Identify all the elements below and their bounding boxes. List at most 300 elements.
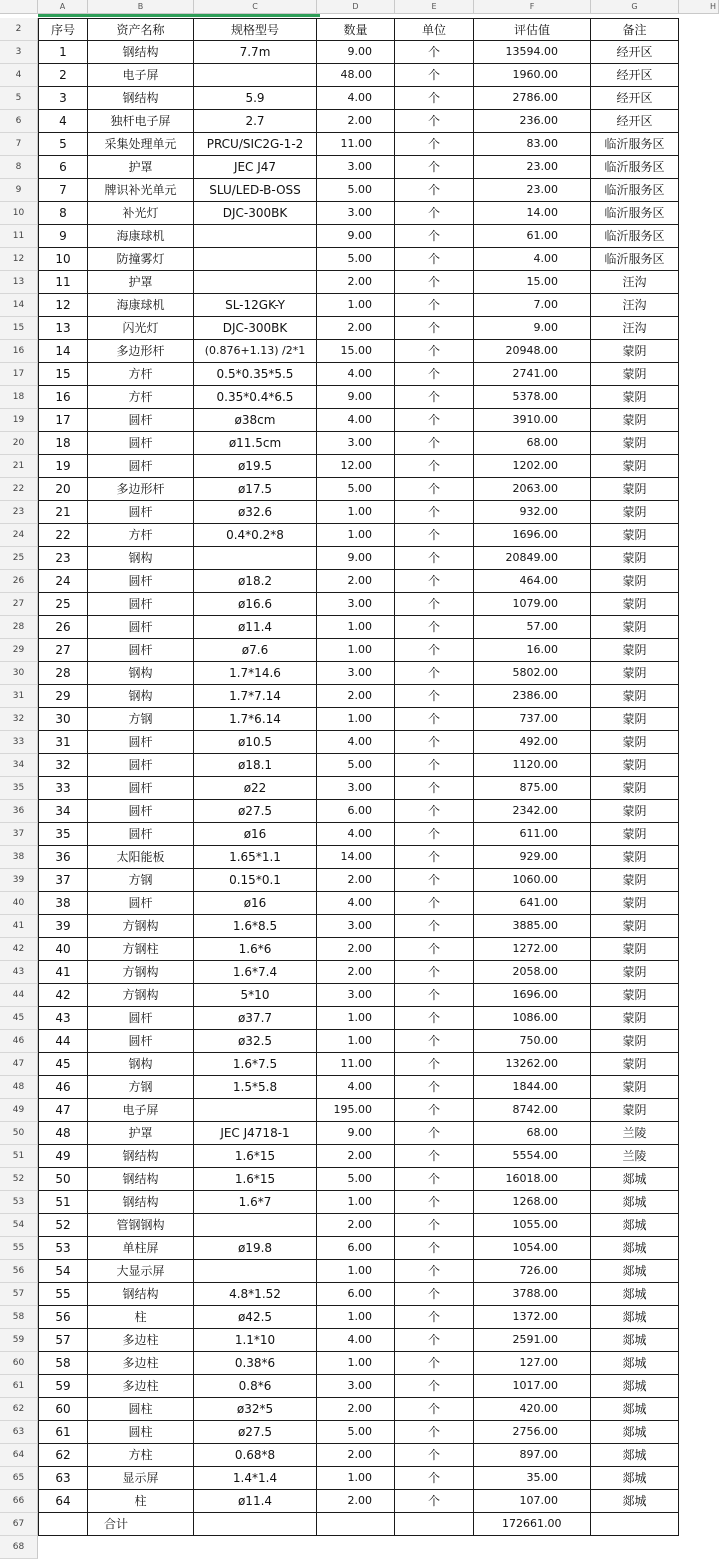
cell-spec[interactable]: ø19.5: [194, 455, 317, 478]
cell-index[interactable]: 63: [38, 1467, 88, 1490]
cell-value[interactable]: 1060.00: [474, 869, 591, 892]
cell-asset-name[interactable]: 圆杆: [88, 409, 194, 432]
cell-quantity[interactable]: 2.00: [317, 1145, 395, 1168]
cell-spec[interactable]: ø16: [194, 892, 317, 915]
cell-value[interactable]: 2756.00: [474, 1421, 591, 1444]
cell-spec[interactable]: 1.6*7.5: [194, 1053, 317, 1076]
cell-value[interactable]: 1696.00: [474, 984, 591, 1007]
cell-unit[interactable]: 个: [395, 271, 474, 294]
cell-remark[interactable]: 蒙阴: [591, 1030, 679, 1053]
row-number[interactable]: 34: [0, 754, 38, 777]
cell-value[interactable]: 13594.00: [474, 41, 591, 64]
row-number[interactable]: 56: [0, 1260, 38, 1283]
cell-asset-name[interactable]: 多边柱: [88, 1329, 194, 1352]
cell-unit[interactable]: 个: [395, 1352, 474, 1375]
cell-index[interactable]: 13: [38, 317, 88, 340]
cell-quantity[interactable]: 1.00: [317, 1191, 395, 1214]
cell-unit[interactable]: 个: [395, 501, 474, 524]
cell-remark[interactable]: 郯城: [591, 1283, 679, 1306]
cell-value[interactable]: 107.00: [474, 1490, 591, 1513]
row-number[interactable]: 68: [0, 1536, 38, 1559]
row-number[interactable]: 40: [0, 892, 38, 915]
cell-index[interactable]: 45: [38, 1053, 88, 1076]
cell-unit[interactable]: 个: [395, 1214, 474, 1237]
cell-spec[interactable]: 1.6*15: [194, 1145, 317, 1168]
cell-spec[interactable]: 4.8*1.52: [194, 1283, 317, 1306]
cell-unit[interactable]: 个: [395, 110, 474, 133]
cell-index[interactable]: 10: [38, 248, 88, 271]
cell-asset-name[interactable]: 钢结构: [88, 41, 194, 64]
cell-asset-name[interactable]: 钢构: [88, 1053, 194, 1076]
cell-quantity[interactable]: 6.00: [317, 1283, 395, 1306]
cell-index[interactable]: 38: [38, 892, 88, 915]
cell-spec[interactable]: ø16: [194, 823, 317, 846]
cell-quantity[interactable]: 1.00: [317, 1007, 395, 1030]
cell-quantity[interactable]: 4.00: [317, 1329, 395, 1352]
cell-quantity[interactable]: 2.00: [317, 570, 395, 593]
cell-index[interactable]: 20: [38, 478, 88, 501]
row-number[interactable]: 61: [0, 1375, 38, 1398]
cell-asset-name[interactable]: 圆柱: [88, 1398, 194, 1421]
cell-asset-name[interactable]: 方杆: [88, 386, 194, 409]
cell-quantity[interactable]: 4.00: [317, 823, 395, 846]
cell-remark[interactable]: 临沂服务区: [591, 179, 679, 202]
cell-unit[interactable]: 个: [395, 800, 474, 823]
cell-quantity[interactable]: 5.00: [317, 1168, 395, 1191]
cell-value[interactable]: 726.00: [474, 1260, 591, 1283]
cell-remark[interactable]: 郯城: [591, 1375, 679, 1398]
cell-quantity[interactable]: 5.00: [317, 179, 395, 202]
cell-spec[interactable]: ø18.1: [194, 754, 317, 777]
row-number[interactable]: 43: [0, 961, 38, 984]
cell-index[interactable]: 16: [38, 386, 88, 409]
cell-remark[interactable]: 汪沟: [591, 294, 679, 317]
cell-spec[interactable]: 0.8*6: [194, 1375, 317, 1398]
row-number[interactable]: 15: [0, 317, 38, 340]
cell-quantity[interactable]: 3.00: [317, 156, 395, 179]
row-number[interactable]: 11: [0, 225, 38, 248]
cell-spec[interactable]: [194, 1260, 317, 1283]
row-number[interactable]: 28: [0, 616, 38, 639]
cell-quantity[interactable]: 4.00: [317, 409, 395, 432]
cell-asset-name[interactable]: 圆杆: [88, 1030, 194, 1053]
cell-unit[interactable]: 个: [395, 547, 474, 570]
cell-asset-name[interactable]: 电子屏: [88, 1099, 194, 1122]
row-number[interactable]: 33: [0, 731, 38, 754]
header-cell-index[interactable]: 序号: [38, 18, 88, 41]
cell-quantity[interactable]: 2.00: [317, 961, 395, 984]
cell-asset-name[interactable]: 圆杆: [88, 639, 194, 662]
cell-quantity[interactable]: 5.00: [317, 754, 395, 777]
cell-asset-name[interactable]: 圆杆: [88, 1007, 194, 1030]
cell-value[interactable]: 23.00: [474, 179, 591, 202]
cell-index[interactable]: 3: [38, 87, 88, 110]
cell-value[interactable]: 1372.00: [474, 1306, 591, 1329]
row-number[interactable]: 64: [0, 1444, 38, 1467]
cell-spec[interactable]: 1.5*5.8: [194, 1076, 317, 1099]
cell-asset-name[interactable]: 方钢: [88, 1076, 194, 1099]
total-label[interactable]: 合计: [88, 1513, 194, 1536]
cell-asset-name[interactable]: 多边柱: [88, 1375, 194, 1398]
row-number[interactable]: 54: [0, 1214, 38, 1237]
cell-index[interactable]: 64: [38, 1490, 88, 1513]
cell-remark[interactable]: [591, 1513, 679, 1536]
row-number[interactable]: 58: [0, 1306, 38, 1329]
cell-quantity[interactable]: 2.00: [317, 1398, 395, 1421]
cell-quantity[interactable]: 3.00: [317, 915, 395, 938]
cell-index[interactable]: 15: [38, 363, 88, 386]
cell-value[interactable]: 1202.00: [474, 455, 591, 478]
cell-spec[interactable]: [194, 1214, 317, 1237]
cell-spec[interactable]: 1.6*7.4: [194, 961, 317, 984]
cell-index[interactable]: 7: [38, 179, 88, 202]
row-number[interactable]: 14: [0, 294, 38, 317]
column-header-d[interactable]: D: [317, 0, 395, 14]
cell-remark[interactable]: 郯城: [591, 1421, 679, 1444]
cell-remark[interactable]: 蒙阴: [591, 892, 679, 915]
cell-index[interactable]: 23: [38, 547, 88, 570]
cell-spec[interactable]: [194, 1513, 317, 1536]
cell-value[interactable]: 897.00: [474, 1444, 591, 1467]
cell-remark[interactable]: 临沂服务区: [591, 248, 679, 271]
header-cell-value[interactable]: 评估值: [474, 18, 591, 41]
cell-remark[interactable]: 蒙阴: [591, 616, 679, 639]
cell-asset-name[interactable]: 护罩: [88, 271, 194, 294]
cell-value[interactable]: 929.00: [474, 846, 591, 869]
cell-unit[interactable]: 个: [395, 179, 474, 202]
cell-asset-name[interactable]: 护罩: [88, 1122, 194, 1145]
cell-quantity[interactable]: 6.00: [317, 800, 395, 823]
row-number[interactable]: 6: [0, 110, 38, 133]
cell-value[interactable]: 236.00: [474, 110, 591, 133]
cell-value[interactable]: 61.00: [474, 225, 591, 248]
cell-value[interactable]: 1960.00: [474, 64, 591, 87]
row-number[interactable]: 55: [0, 1237, 38, 1260]
cell-value[interactable]: 2342.00: [474, 800, 591, 823]
cell-asset-name[interactable]: 圆杆: [88, 432, 194, 455]
cell-quantity[interactable]: 3.00: [317, 777, 395, 800]
cell-value[interactable]: 737.00: [474, 708, 591, 731]
cell-value[interactable]: 127.00: [474, 1352, 591, 1375]
cell-asset-name[interactable]: 牌识补光单元: [88, 179, 194, 202]
cell-remark[interactable]: 蒙阴: [591, 984, 679, 1007]
cell-asset-name[interactable]: 闪光灯: [88, 317, 194, 340]
cell-index[interactable]: 24: [38, 570, 88, 593]
cell-unit[interactable]: 个: [395, 984, 474, 1007]
row-number[interactable]: 24: [0, 524, 38, 547]
cell-remark[interactable]: 蒙阴: [591, 455, 679, 478]
cell-remark[interactable]: 蒙阴: [591, 340, 679, 363]
cell-index[interactable]: 35: [38, 823, 88, 846]
cell-value[interactable]: 492.00: [474, 731, 591, 754]
cell-index[interactable]: 62: [38, 1444, 88, 1467]
cell-spec[interactable]: SL-12GK-Y: [194, 294, 317, 317]
cell-value[interactable]: 20948.00: [474, 340, 591, 363]
cell-quantity[interactable]: 2.00: [317, 938, 395, 961]
cell-spec[interactable]: [194, 1099, 317, 1122]
cell-unit[interactable]: 个: [395, 41, 474, 64]
cell-unit[interactable]: 个: [395, 754, 474, 777]
cell-asset-name[interactable]: 方钢柱: [88, 938, 194, 961]
select-all-corner[interactable]: [0, 0, 38, 14]
row-number[interactable]: 66: [0, 1490, 38, 1513]
cell-spec[interactable]: DJC-300BK: [194, 317, 317, 340]
header-cell-spec[interactable]: 规格型号: [194, 18, 317, 41]
cell-asset-name[interactable]: 多边柱: [88, 1352, 194, 1375]
cell-quantity[interactable]: 3.00: [317, 662, 395, 685]
cell-spec[interactable]: JEC J47: [194, 156, 317, 179]
cell-unit[interactable]: 个: [395, 1030, 474, 1053]
row-number[interactable]: 22: [0, 478, 38, 501]
row-number[interactable]: 60: [0, 1352, 38, 1375]
cell-index[interactable]: 42: [38, 984, 88, 1007]
cell-remark[interactable]: 临沂服务区: [591, 202, 679, 225]
cell-quantity[interactable]: 9.00: [317, 225, 395, 248]
cell-remark[interactable]: 郯城: [591, 1444, 679, 1467]
cell-asset-name[interactable]: 单柱屏: [88, 1237, 194, 1260]
cell-unit[interactable]: 个: [395, 915, 474, 938]
cell-spec[interactable]: 0.38*6: [194, 1352, 317, 1375]
cell-index[interactable]: 46: [38, 1076, 88, 1099]
cell-value[interactable]: 9.00: [474, 317, 591, 340]
cell-spec[interactable]: 1.1*10: [194, 1329, 317, 1352]
cell-unit[interactable]: 个: [395, 1053, 474, 1076]
cell-spec[interactable]: ø7.6: [194, 639, 317, 662]
cell-unit[interactable]: 个: [395, 225, 474, 248]
cell-asset-name[interactable]: 方钢: [88, 869, 194, 892]
cell-asset-name[interactable]: 圆杆: [88, 800, 194, 823]
cell-value[interactable]: 932.00: [474, 501, 591, 524]
cell-unit[interactable]: 个: [395, 1444, 474, 1467]
row-number[interactable]: 57: [0, 1283, 38, 1306]
cell-spec[interactable]: 0.68*8: [194, 1444, 317, 1467]
cell-index[interactable]: [38, 1513, 88, 1536]
cell-unit[interactable]: 个: [395, 1191, 474, 1214]
cell-unit[interactable]: 个: [395, 87, 474, 110]
cell-asset-name[interactable]: 圆杆: [88, 501, 194, 524]
cell-asset-name[interactable]: 圆杆: [88, 616, 194, 639]
cell-unit[interactable]: 个: [395, 892, 474, 915]
cell-asset-name[interactable]: 圆杆: [88, 892, 194, 915]
cell-index[interactable]: 59: [38, 1375, 88, 1398]
cell-quantity[interactable]: 4.00: [317, 731, 395, 754]
cell-value[interactable]: 4.00: [474, 248, 591, 271]
cell-quantity[interactable]: 4.00: [317, 1076, 395, 1099]
cell-quantity[interactable]: 2.00: [317, 869, 395, 892]
cell-remark[interactable]: 蒙阴: [591, 800, 679, 823]
cell-index[interactable]: 8: [38, 202, 88, 225]
row-number[interactable]: 23: [0, 501, 38, 524]
cell-index[interactable]: 44: [38, 1030, 88, 1053]
cell-asset-name[interactable]: 柱: [88, 1490, 194, 1513]
cell-remark[interactable]: 蒙阴: [591, 777, 679, 800]
cell-value[interactable]: 1086.00: [474, 1007, 591, 1030]
cell-asset-name[interactable]: 独杆电子屏: [88, 110, 194, 133]
cell-remark[interactable]: 蒙阴: [591, 432, 679, 455]
cell-quantity[interactable]: 1.00: [317, 501, 395, 524]
cell-unit[interactable]: 个: [395, 1099, 474, 1122]
cell-remark[interactable]: 汪沟: [591, 271, 679, 294]
cell-value[interactable]: 2741.00: [474, 363, 591, 386]
cell-value[interactable]: 2591.00: [474, 1329, 591, 1352]
row-number[interactable]: 19: [0, 409, 38, 432]
row-number[interactable]: 41: [0, 915, 38, 938]
cell-asset-name[interactable]: 钢构: [88, 547, 194, 570]
row-number[interactable]: 65: [0, 1467, 38, 1490]
cell-unit[interactable]: 个: [395, 1007, 474, 1030]
cell-remark[interactable]: 兰陵: [591, 1145, 679, 1168]
cell-unit[interactable]: 个: [395, 731, 474, 754]
row-number[interactable]: 13: [0, 271, 38, 294]
cell-unit[interactable]: 个: [395, 570, 474, 593]
cell-remark[interactable]: 郯城: [591, 1329, 679, 1352]
cell-index[interactable]: 5: [38, 133, 88, 156]
cell-spec[interactable]: 1.7*14.6: [194, 662, 317, 685]
cell-index[interactable]: 31: [38, 731, 88, 754]
row-number[interactable]: 62: [0, 1398, 38, 1421]
cell-spec[interactable]: ø32.6: [194, 501, 317, 524]
column-header-g[interactable]: G: [591, 0, 679, 14]
row-number[interactable]: 37: [0, 823, 38, 846]
cell-index[interactable]: 61: [38, 1421, 88, 1444]
cell-value[interactable]: 5802.00: [474, 662, 591, 685]
cell-value[interactable]: 2786.00: [474, 87, 591, 110]
cell-quantity[interactable]: 2.00: [317, 1490, 395, 1513]
cell-asset-name[interactable]: 太阳能板: [88, 846, 194, 869]
cell-spec[interactable]: ø32.5: [194, 1030, 317, 1053]
cell-index[interactable]: 18: [38, 432, 88, 455]
column-header-f[interactable]: F: [474, 0, 591, 14]
row-number[interactable]: 16: [0, 340, 38, 363]
cell-remark[interactable]: 蒙阴: [591, 708, 679, 731]
cell-value[interactable]: 464.00: [474, 570, 591, 593]
cell-quantity[interactable]: 2.00: [317, 110, 395, 133]
cell-spec[interactable]: [194, 225, 317, 248]
cell-spec[interactable]: (0.876+1.13) /2*1: [194, 340, 317, 363]
cell-quantity[interactable]: 5.00: [317, 248, 395, 271]
cell-index[interactable]: 34: [38, 800, 88, 823]
cell-asset-name[interactable]: 海康球机: [88, 294, 194, 317]
cell-asset-name[interactable]: 钢结构: [88, 1283, 194, 1306]
cell-index[interactable]: 51: [38, 1191, 88, 1214]
row-number[interactable]: 5: [0, 87, 38, 110]
cell-quantity[interactable]: 3.00: [317, 202, 395, 225]
cell-quantity[interactable]: 2.00: [317, 685, 395, 708]
cell-index[interactable]: 43: [38, 1007, 88, 1030]
cell-unit[interactable]: 个: [395, 869, 474, 892]
cell-unit[interactable]: 个: [395, 1329, 474, 1352]
cell-index[interactable]: 26: [38, 616, 88, 639]
cell-asset-name[interactable]: 采集处理单元: [88, 133, 194, 156]
cell-unit[interactable]: 个: [395, 294, 474, 317]
cell-asset-name[interactable]: 方钢构: [88, 915, 194, 938]
cell-value[interactable]: 3885.00: [474, 915, 591, 938]
cell-spec[interactable]: 0.15*0.1: [194, 869, 317, 892]
cell-spec[interactable]: [194, 64, 317, 87]
cell-index[interactable]: 37: [38, 869, 88, 892]
row-number[interactable]: 63: [0, 1421, 38, 1444]
cell-spec[interactable]: DJC-300BK: [194, 202, 317, 225]
cell-asset-name[interactable]: 补光灯: [88, 202, 194, 225]
cell-asset-name[interactable]: 钢构: [88, 662, 194, 685]
cell-index[interactable]: 28: [38, 662, 88, 685]
cell-remark[interactable]: 蒙阴: [591, 1053, 679, 1076]
cell-value[interactable]: 1844.00: [474, 1076, 591, 1099]
cell-index[interactable]: 6: [38, 156, 88, 179]
cell-remark[interactable]: 蒙阴: [591, 731, 679, 754]
cell-value[interactable]: 2386.00: [474, 685, 591, 708]
column-header-b[interactable]: B: [88, 0, 194, 14]
cell-asset-name[interactable]: 圆杆: [88, 570, 194, 593]
cell-quantity[interactable]: 3.00: [317, 593, 395, 616]
cell-spec[interactable]: 0.4*0.2*8: [194, 524, 317, 547]
cell-index[interactable]: 55: [38, 1283, 88, 1306]
cell-unit[interactable]: 个: [395, 64, 474, 87]
cell-remark[interactable]: 蒙阴: [591, 409, 679, 432]
cell-unit[interactable]: 个: [395, 1421, 474, 1444]
cell-remark[interactable]: 蒙阴: [591, 961, 679, 984]
row-number[interactable]: 50: [0, 1122, 38, 1145]
cell-unit[interactable]: 个: [395, 1145, 474, 1168]
cell-spec[interactable]: ø19.8: [194, 1237, 317, 1260]
cell-remark[interactable]: 蒙阴: [591, 501, 679, 524]
cell-spec[interactable]: 1.6*7: [194, 1191, 317, 1214]
cell-asset-name[interactable]: 方杆: [88, 524, 194, 547]
row-number[interactable]: 9: [0, 179, 38, 202]
cell-value[interactable]: 15.00: [474, 271, 591, 294]
cell-remark[interactable]: 蒙阴: [591, 1099, 679, 1122]
cell-asset-name[interactable]: 圆杆: [88, 593, 194, 616]
row-number[interactable]: 25: [0, 547, 38, 570]
cell-quantity[interactable]: 2.00: [317, 1214, 395, 1237]
cell-remark[interactable]: 郯城: [591, 1306, 679, 1329]
cell-unit[interactable]: 个: [395, 455, 474, 478]
cell-unit[interactable]: 个: [395, 616, 474, 639]
cell-index[interactable]: 2: [38, 64, 88, 87]
cell-spec[interactable]: PRCU/SIC2G-1-2: [194, 133, 317, 156]
cell-unit[interactable]: 个: [395, 1490, 474, 1513]
cell-quantity[interactable]: 1.00: [317, 1030, 395, 1053]
cell-remark[interactable]: 蒙阴: [591, 823, 679, 846]
cell-index[interactable]: 60: [38, 1398, 88, 1421]
cell-quantity[interactable]: 9.00: [317, 547, 395, 570]
cell-unit[interactable]: 个: [395, 156, 474, 179]
cell-unit[interactable]: 个: [395, 524, 474, 547]
cell-asset-name[interactable]: 圆杆: [88, 823, 194, 846]
cell-asset-name[interactable]: 钢结构: [88, 87, 194, 110]
cell-spec[interactable]: 1.6*15: [194, 1168, 317, 1191]
cell-asset-name[interactable]: 方钢: [88, 708, 194, 731]
cell-asset-name[interactable]: 大显示屏: [88, 1260, 194, 1283]
cell-spec[interactable]: ø32*5: [194, 1398, 317, 1421]
cell-spec[interactable]: JEC J4718-1: [194, 1122, 317, 1145]
cell-index[interactable]: 12: [38, 294, 88, 317]
cell-value[interactable]: 1055.00: [474, 1214, 591, 1237]
cell-unit[interactable]: 个: [395, 202, 474, 225]
cell-quantity[interactable]: 12.00: [317, 455, 395, 478]
header-cell-remark[interactable]: 备注: [591, 18, 679, 41]
row-number[interactable]: 4: [0, 64, 38, 87]
cell-quantity[interactable]: 1.00: [317, 524, 395, 547]
cell-remark[interactable]: 蒙阴: [591, 386, 679, 409]
row-number[interactable]: 44: [0, 984, 38, 1007]
cell-quantity[interactable]: 1.00: [317, 294, 395, 317]
cell-spec[interactable]: ø11.4: [194, 1490, 317, 1513]
row-number[interactable]: 21: [0, 455, 38, 478]
cell-index[interactable]: 39: [38, 915, 88, 938]
cell-asset-name[interactable]: 圆杆: [88, 455, 194, 478]
row-number[interactable]: 48: [0, 1076, 38, 1099]
